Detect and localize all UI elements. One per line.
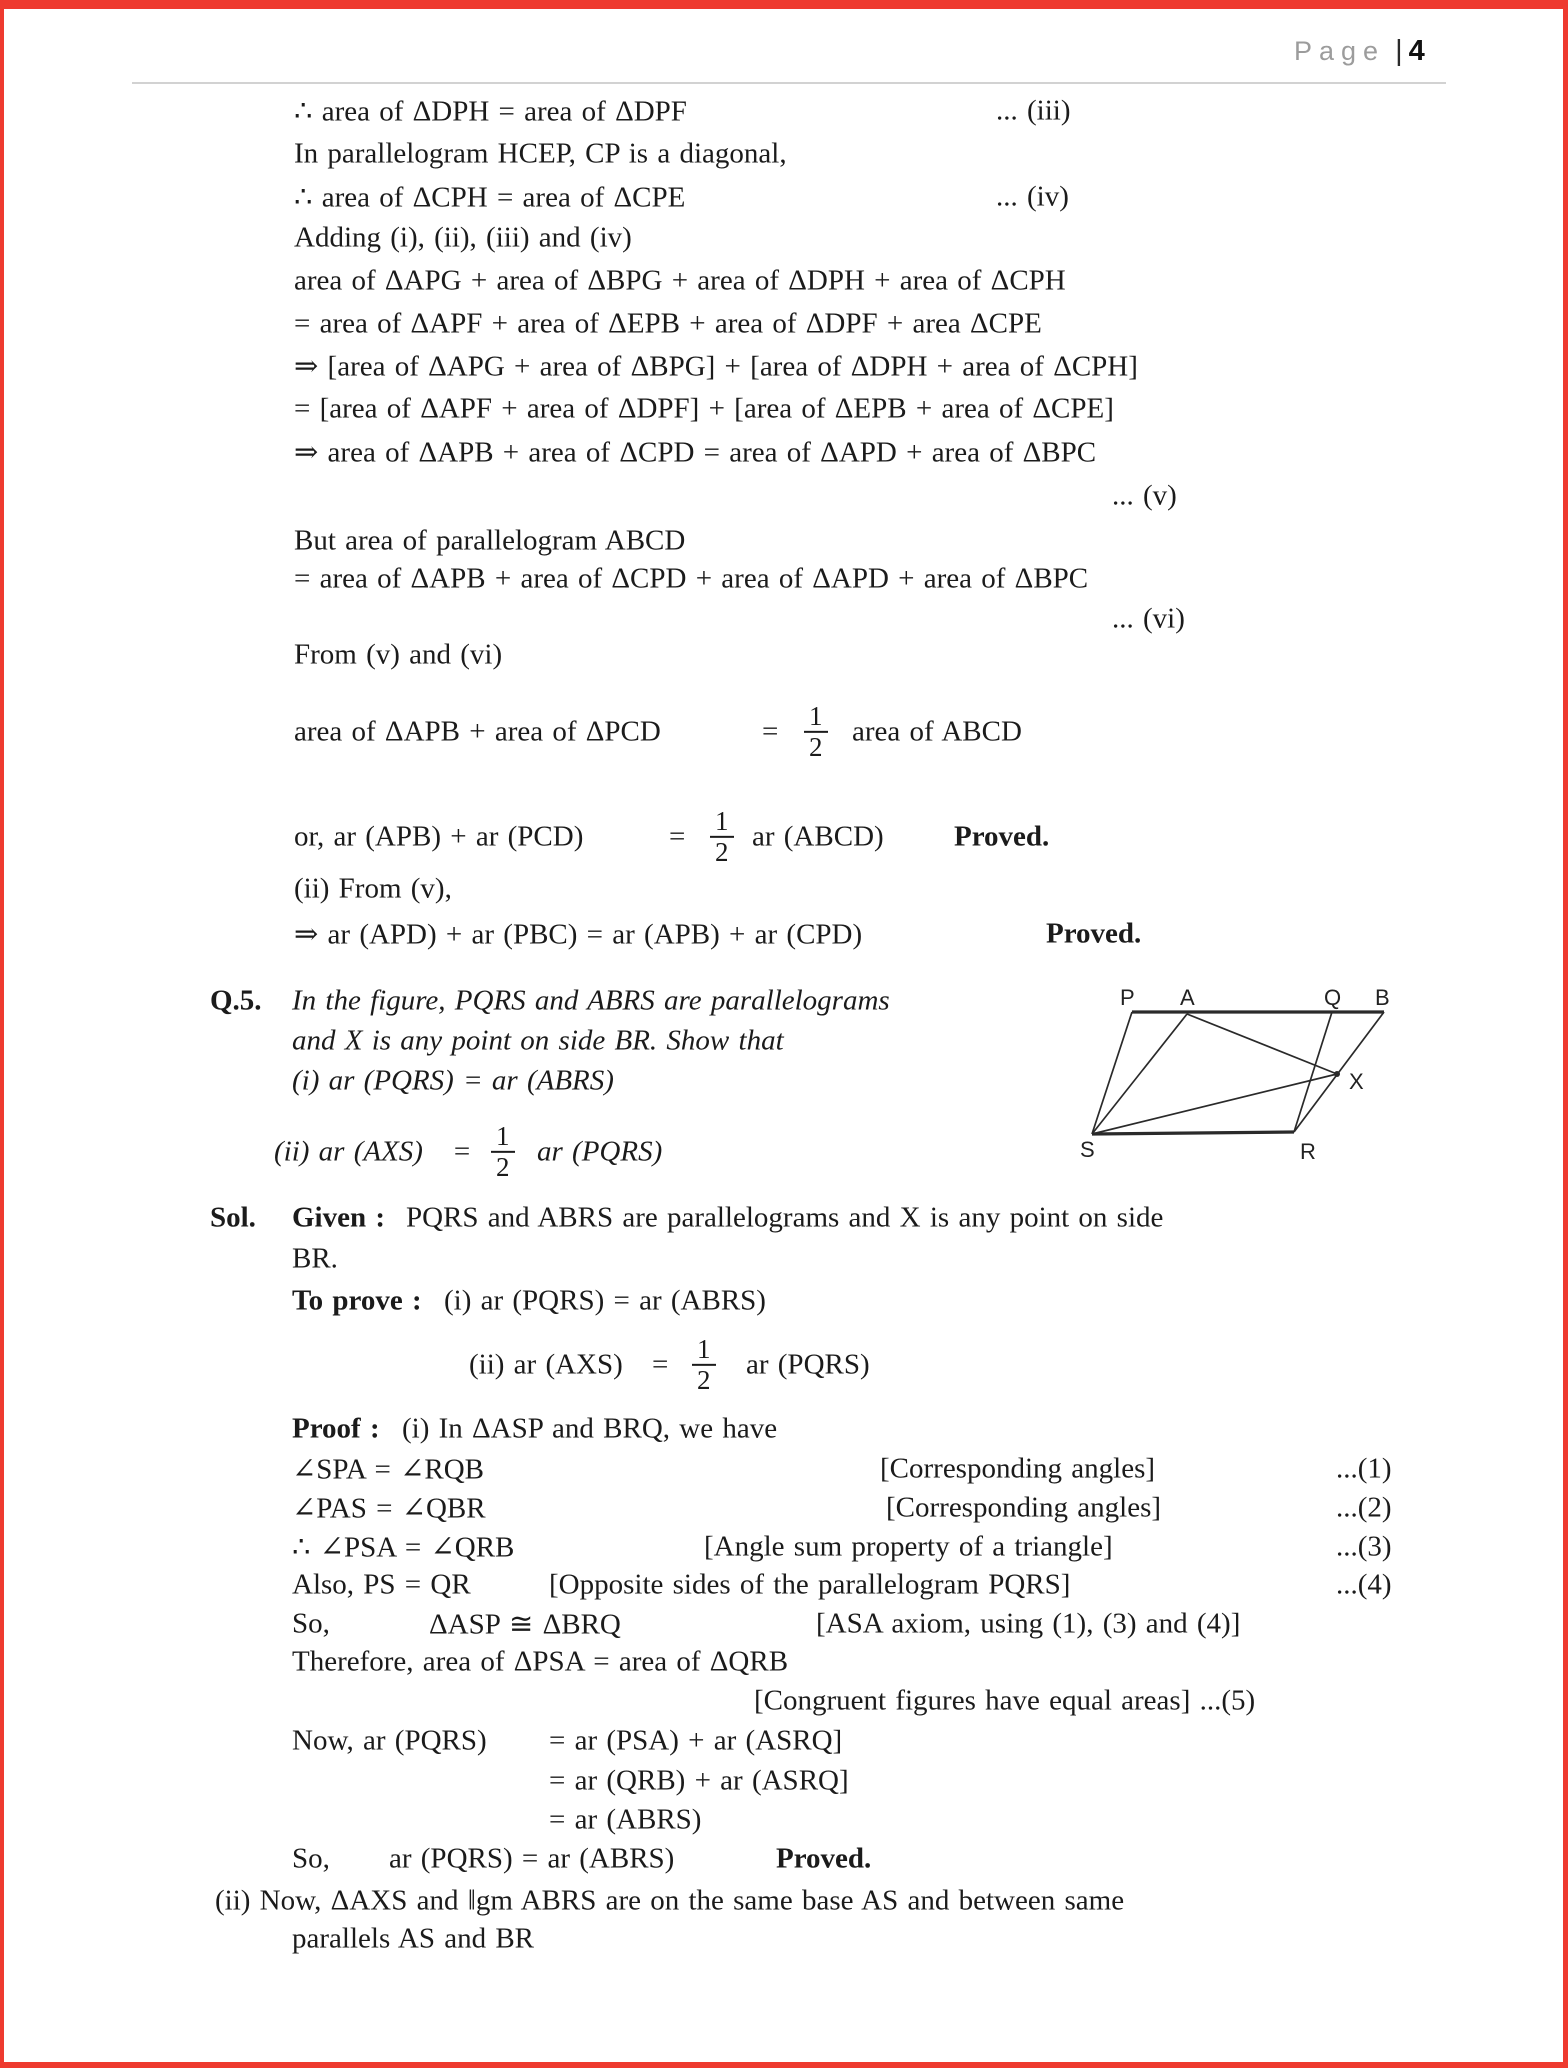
fraction-numerator: 1 — [809, 700, 823, 731]
text-segment: (ii) Now, ΔAXS and ‖gm ABRS are on the same base AS and between same — [215, 1884, 1125, 1917]
fraction — [710, 807, 734, 867]
text-line — [4, 805, 1563, 867]
text-segment: Now, ar (PQRS) — [292, 1724, 487, 1757]
fraction-numerator: 1 — [697, 1333, 711, 1364]
text-line — [4, 389, 1563, 429]
text-segment: = — [762, 715, 779, 748]
text-segment: (ii) ar (AXS) — [469, 1348, 623, 1381]
vertex-label: S — [1080, 1137, 1095, 1162]
fraction — [692, 1335, 716, 1395]
text-line — [4, 914, 1563, 954]
text-segment: parallels AS and BR — [292, 1922, 535, 1955]
text-line — [4, 177, 1563, 217]
text-segment: In the figure, PQRS and ABRS are parallelograms — [292, 984, 890, 1017]
text-segment: = ar (ABRS) — [549, 1803, 702, 1836]
text-segment: [Corresponding angles] — [880, 1452, 1156, 1485]
text-line — [4, 1839, 1563, 1879]
vertex-label: Q — [1324, 985, 1342, 1010]
text-segment: (ii) From (v), — [294, 872, 452, 905]
text-line — [4, 635, 1563, 675]
fraction-denominator: 2 — [710, 836, 734, 867]
text-segment: [ASA axiom, using (1), (3) and (4)] — [816, 1607, 1241, 1640]
fraction-numerator: 1 — [496, 1120, 510, 1151]
figure-segment — [1092, 1014, 1187, 1134]
text-segment: (i) ar (PQRS) = ar (ABRS) — [444, 1284, 766, 1317]
text-segment: ... (vi) — [1112, 602, 1185, 635]
vertex-label: B — [1375, 985, 1390, 1010]
text-segment: and X is any point on side BR. Show that — [292, 1024, 784, 1057]
text-line — [4, 1881, 1563, 1921]
text-segment: From (v) and (vi) — [294, 638, 503, 671]
text-line — [4, 1198, 1563, 1238]
text-line — [4, 1800, 1563, 1840]
text-line — [4, 261, 1563, 301]
text-segment: (i) In ΔASP and BRQ, we have — [402, 1412, 778, 1445]
text-segment: PQRS and ABRS are parallelograms and X is any point on side — [406, 1201, 1164, 1234]
text-segment: ⇒ [area of ΔAPG + area of ΔBPG] + [area of ΔDPH + area of ΔCPH] — [294, 350, 1138, 383]
text-line — [4, 559, 1563, 599]
text-segment: or, ar (APB) + ar (PCD) — [294, 820, 584, 853]
fraction — [804, 702, 828, 762]
figure-segment — [1092, 1012, 1132, 1134]
text-segment: ∠PAS = ∠QBR — [292, 1492, 486, 1525]
text-segment: = — [452, 1135, 472, 1168]
text-segment: = ar (PSA) + ar (ASRQ] — [549, 1724, 843, 1757]
text-segment: Therefore, area of ΔPSA = area of ΔQRB — [292, 1645, 789, 1678]
text-line — [4, 1239, 1563, 1279]
text-segment: = — [669, 820, 686, 853]
text-segment: ΔASP ≅ ΔBRQ — [429, 1608, 621, 1641]
text-segment: [Opposite sides of the parallelogram PQRS] — [549, 1568, 1071, 1601]
geometry-figure — [1078, 981, 1408, 1171]
text-segment: ∠SPA = ∠RQB — [292, 1453, 485, 1486]
text-line — [4, 1565, 1563, 1605]
figure-segment — [1092, 1132, 1294, 1134]
text-segment: ∴ area of ΔCPH = area of ΔCPE — [294, 181, 686, 214]
text-line — [4, 476, 1563, 516]
page-header-separator: | — [1395, 35, 1403, 67]
text-segment: [Congruent figures have equal areas] ...(5) — [754, 1684, 1256, 1717]
text-line — [4, 91, 1563, 131]
text-segment: So, — [292, 1842, 330, 1875]
text-segment: = — [652, 1348, 669, 1381]
text-line — [4, 1604, 1563, 1644]
text-segment: ar (PQRS) — [537, 1135, 663, 1168]
text-segment: ∴ area of ΔDPH = area of ΔDPF — [294, 95, 687, 128]
text-segment: ∴ ∠PSA = ∠QRB — [292, 1531, 515, 1564]
text-segment: Proved. — [776, 1842, 872, 1875]
point-x-marker — [1334, 1071, 1340, 1077]
text-line — [4, 1642, 1563, 1682]
text-segment: Q.5. — [210, 984, 262, 1017]
fraction-denominator: 2 — [692, 1364, 716, 1395]
text-line — [4, 1281, 1563, 1321]
text-segment: [Angle sum property of a triangle] — [704, 1530, 1113, 1563]
text-line — [4, 1721, 1563, 1761]
text-segment: ... (v) — [1112, 479, 1177, 512]
vertex-label: P — [1120, 985, 1135, 1010]
text-line — [4, 346, 1563, 386]
text-segment: = area of ΔAPF + area of ΔEPB + area of ΔDPF + area ΔCPE — [294, 307, 1042, 340]
text-line — [4, 599, 1563, 639]
text-segment: ...(3) — [1336, 1530, 1392, 1563]
text-line — [4, 869, 1563, 909]
text-line — [4, 700, 1563, 762]
figure-segment — [1294, 1012, 1332, 1132]
text-segment: = ar (QRB) + ar (ASRQ] — [549, 1764, 849, 1797]
text-segment: [Corresponding angles] — [886, 1491, 1162, 1524]
text-segment: But area of parallelogram ABCD — [294, 524, 686, 557]
text-segment: Sol. — [210, 1201, 256, 1234]
text-segment: ...(1) — [1336, 1452, 1392, 1485]
text-line — [4, 1333, 1563, 1395]
text-segment: ar (ABCD) — [752, 820, 884, 853]
text-segment: ⇒ ar (APD) + ar (PBC) = ar (APB) + ar (CPD) — [294, 918, 863, 951]
page-header-label: Page — [1294, 36, 1386, 66]
text-segment: area of ΔAPG + area of ΔBPG + area of ΔDPH + area of ΔCPH — [294, 264, 1066, 297]
text-segment: = [area of ΔAPF + area of ΔDPF] + [area of ΔEPB + area of ΔCPE] — [294, 392, 1114, 425]
text-line — [4, 1681, 1563, 1721]
text-segment: (i) ar (PQRS) = ar (ABRS) — [292, 1064, 614, 1097]
text-line — [4, 432, 1563, 472]
text-line — [4, 218, 1563, 258]
text-segment: (ii) ar (AXS) — [274, 1135, 423, 1168]
text-segment: ... (iv) — [996, 180, 1069, 213]
text-segment: Adding (i), (ii), (iii) and (iv) — [294, 221, 632, 254]
text-segment: Proof : — [292, 1412, 380, 1445]
text-segment: area of ΔAPB + area of ΔPCD — [294, 715, 661, 748]
text-line — [4, 134, 1563, 174]
text-segment: ...(2) — [1336, 1491, 1392, 1524]
text-segment: BR. — [292, 1242, 338, 1275]
text-segment: ar (PQRS) — [746, 1348, 870, 1381]
text-segment: Given : — [292, 1201, 386, 1234]
text-line — [4, 1919, 1563, 1959]
fraction — [491, 1122, 515, 1182]
fraction-denominator: 2 — [804, 731, 828, 762]
fraction-denominator: 2 — [491, 1151, 515, 1182]
text-segment: So, — [292, 1607, 330, 1640]
text-segment: Proved. — [1046, 917, 1142, 950]
text-segment: area of ABCD — [852, 715, 1022, 748]
text-segment: ⇒ area of ΔAPB + area of ΔCPD = area of ΔAPD + area of ΔBPC — [294, 436, 1097, 469]
text-line — [4, 1527, 1563, 1567]
text-segment: ... (iii) — [996, 94, 1071, 127]
vertex-label: R — [1300, 1139, 1316, 1164]
text-line — [4, 1488, 1563, 1528]
text-segment: = area of ΔAPB + area of ΔCPD + area of ΔAPD + area of ΔBPC — [294, 562, 1089, 595]
fraction-numerator: 1 — [715, 805, 729, 836]
text-line — [4, 521, 1563, 561]
text-line — [4, 1761, 1563, 1801]
text-segment: ...(4) — [1336, 1568, 1392, 1601]
figure-segment — [1187, 1014, 1337, 1074]
text-segment: Also, PS = QR — [292, 1568, 471, 1601]
vertex-label: X — [1349, 1069, 1364, 1094]
text-line — [4, 1409, 1563, 1449]
page-number: 4 — [1408, 35, 1425, 67]
text-segment: In parallelogram HCEP, CP is a diagonal, — [294, 137, 787, 170]
text-line — [4, 304, 1563, 344]
text-segment: Proved. — [954, 820, 1050, 853]
text-line — [4, 1449, 1563, 1489]
text-segment: ar (PQRS) = ar (ABRS) — [389, 1842, 675, 1875]
vertex-label: A — [1180, 985, 1195, 1010]
text-segment: To prove : — [292, 1284, 422, 1317]
